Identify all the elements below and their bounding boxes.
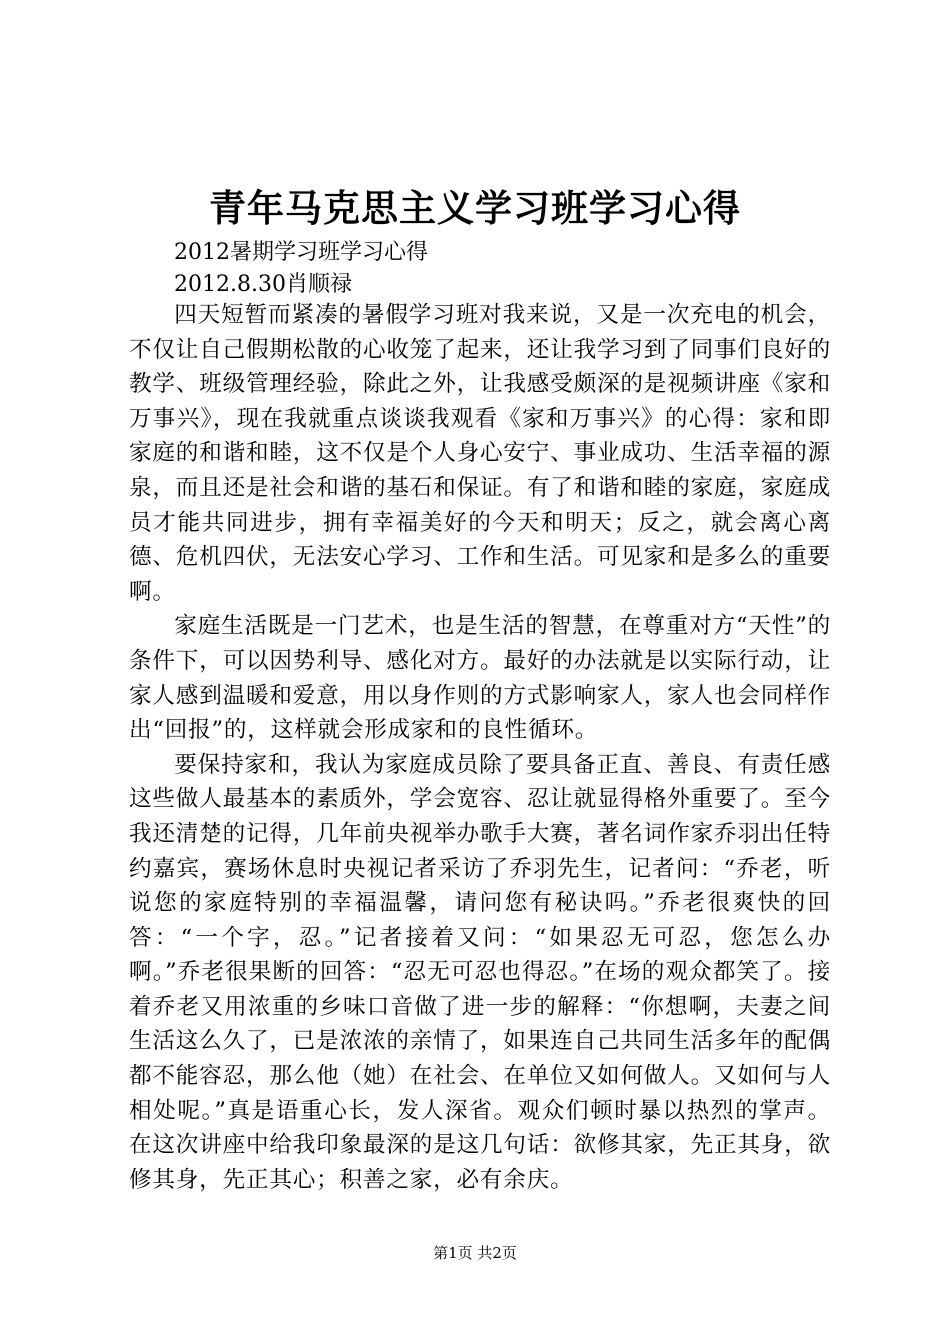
body-paragraph: 家庭生活既是一门艺术，也是生活的智慧，在尊重对方“天性”的条件下，可以因势利导、感化对方。最好的办法就是以实际行动，让家人感到温暖和爱意，用以身作则的方式影响家人，家人也会同样作出“回报”的，这样就会形成家和的良性循环。 [129,613,831,744]
body-paragraph: 四天短暂而紧凑的暑假学习班对我来说，又是一次充电的机会，不仅让自己假期松散的心收笼了起来，还让我学习到了同事们良好的教学、班级管理经验，除此之外，让我感受颇深的是视频讲座《家和万事兴》，现在我就重点谈谈我观看《家和万事兴》的心得：家和即家庭的和谐和睦，这不仅是个人身心安宁、事业成功、生活幸福的源泉，而且还是社会和谐的基石和保证。有了和谐和睦的家庭，家庭成员才能共同进步，拥有幸福美好的今天和明天；反之，就会离心离德、危机四伏，无法安心学习、工作和生活。可见家和是多么的重要啊。 [129,302,831,605]
document-subtitle: 2012暑期学习班学习心得 [174,240,428,265]
document-date-author: 2012.8.30肖顺禄 [174,272,352,297]
document-body [129,298,831,1197]
body-paragraph: 要保持家和，我认为家庭成员除了要具备正直、善良、有责任感这些做人最基本的素质外，学会宽容、忍让就显得格外重要了。至今我还清楚的记得，几年前央视举办歌手大赛，著名词作家乔羽出任特约嘉宾，赛场休息时央视记者采访了乔羽先生，记者问：“乔老，听说您的家庭特别的幸福温馨，请问您有秘诀吗。”乔老很爽快的回答：“一个字，忍。”记者接着又问：“如果忍无可忍，您怎么办啊。”乔老很果断的回答：“忍无可忍也得忍。”在场的观众都笑了。接着乔老又用浓重的乡味口音做了进一步的解释：“你想啊，夫妻之间生活这么久了，已是浓浓的亲情了，如果连自己共同生活多年的配偶都不能容忍，那么他（她）在社会、在单位又如何做人。又如何与人相处呢。”真是语重心长，发人深省。观众们顿时暴以热烈的掌声。在这次讲座中给我印象最深的是这几句话：欲修其家，先正其身，欲修其身，先正其心；积善之家，必有余庆。 [129,751,831,1193]
document-title: 青年马克思主义学习班学习心得 [209,186,741,230]
page-footer: 第1页 共2页 [433,1244,517,1262]
